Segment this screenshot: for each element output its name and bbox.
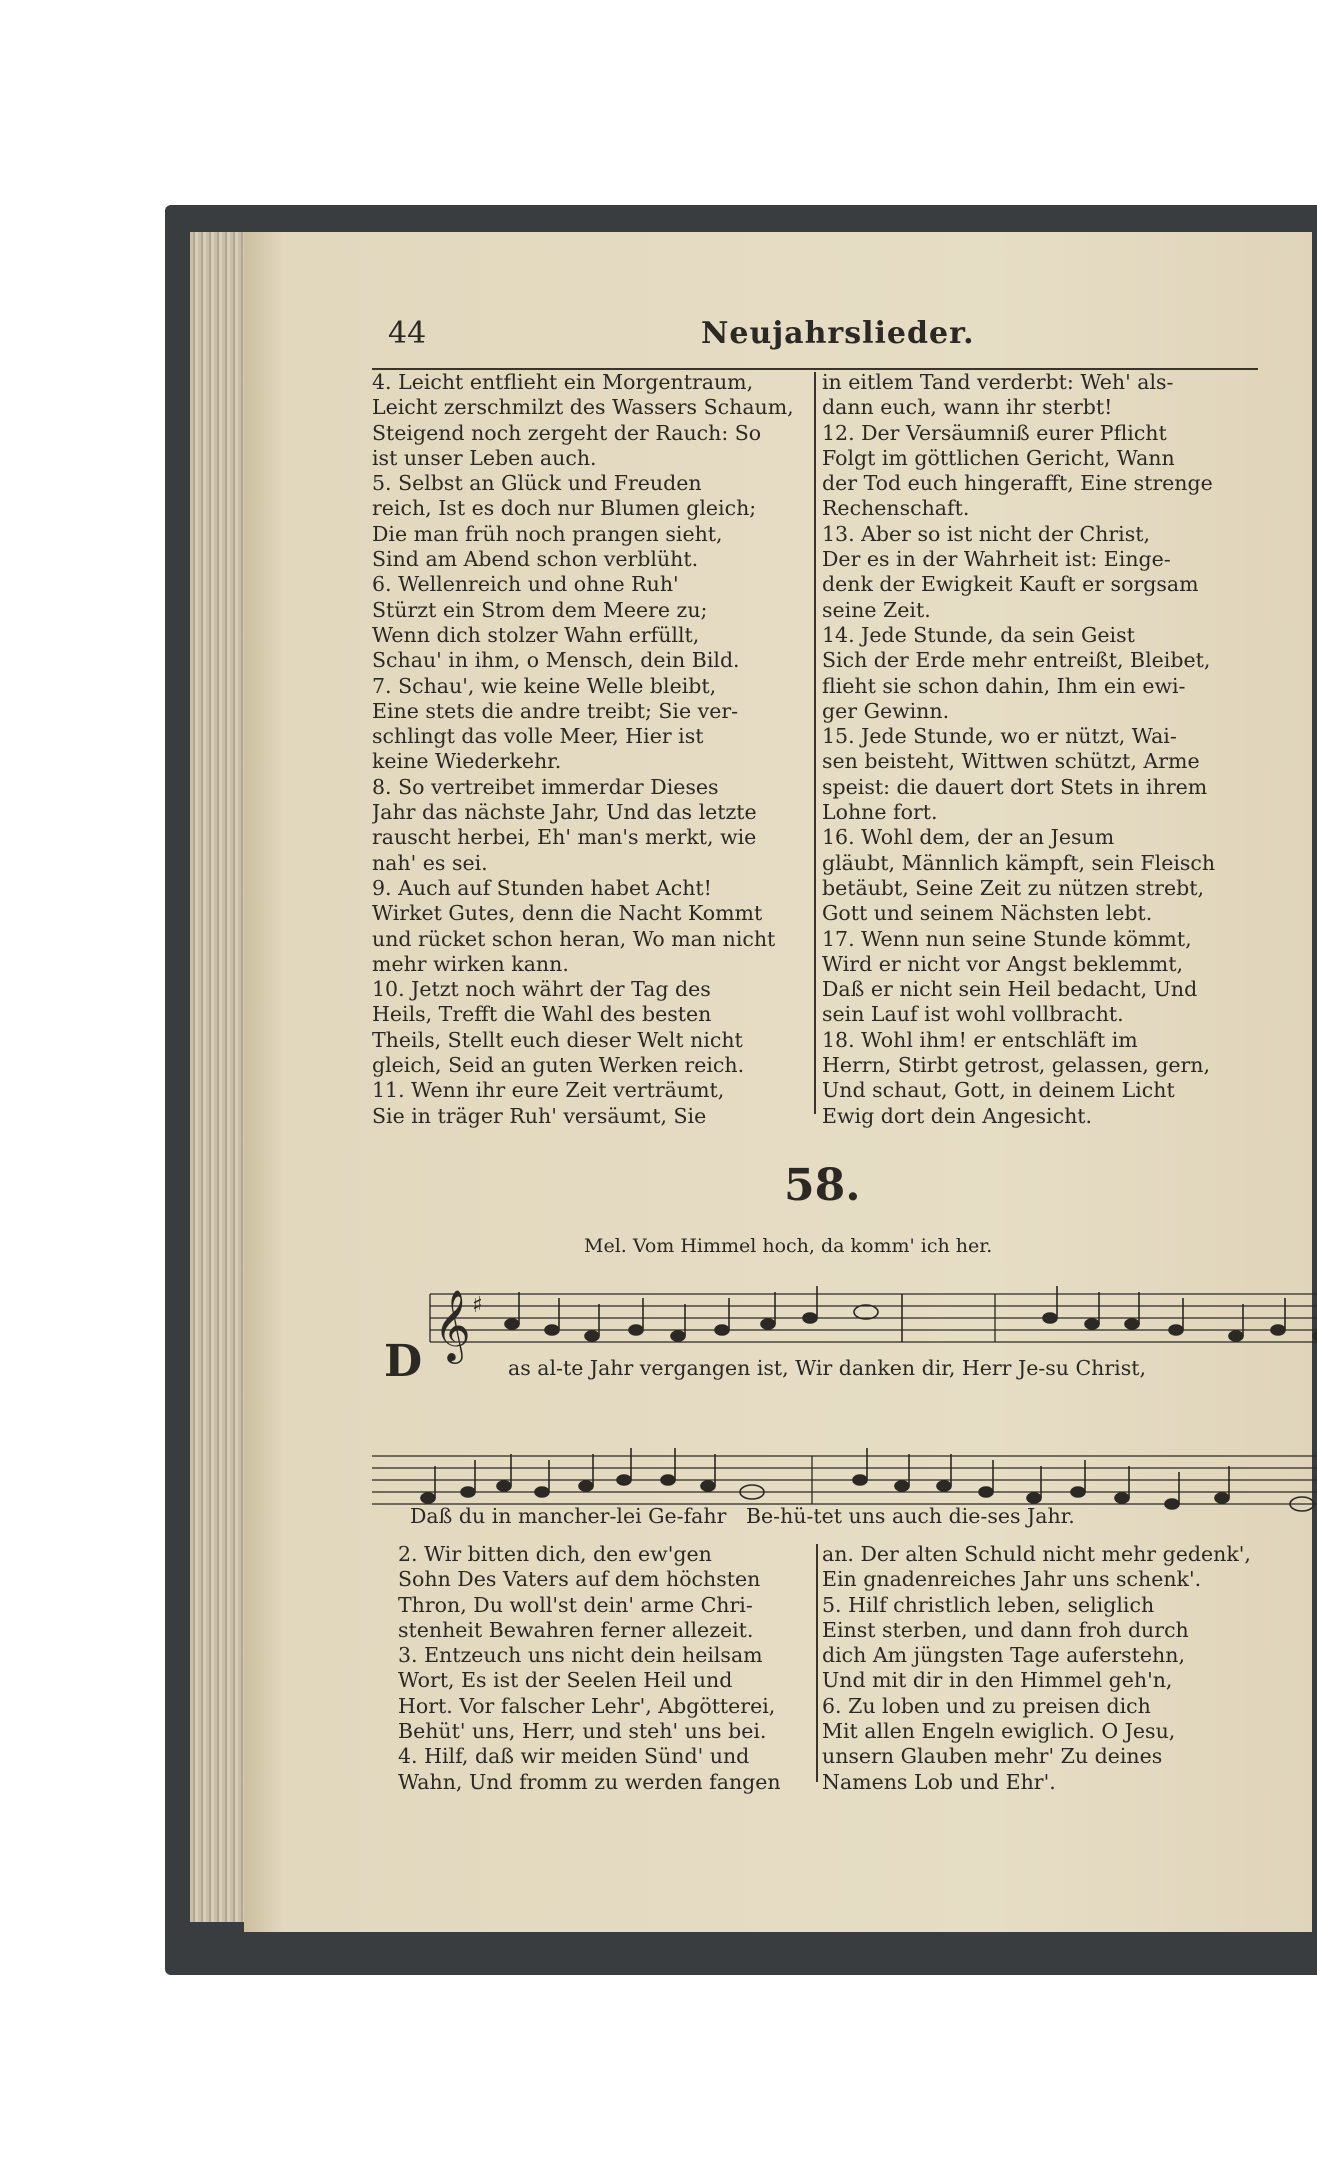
- text-line: 5. Hilf christlich leben, seliglich: [822, 1592, 1155, 1617]
- text-line: denk der Ewigkeit Kauft er sorgsam: [822, 572, 1199, 597]
- text-line: dich Am jüngsten Tage auferstehn,: [822, 1643, 1185, 1668]
- text-line: Wird er nicht vor Angst beklemmt,: [822, 951, 1183, 976]
- text-line: Einst sterben, und dann froh durch: [822, 1617, 1189, 1642]
- text-line: 14. Jede Stunde, da sein Geist: [822, 622, 1135, 647]
- text-line: und rücket schon heran, Wo man nicht: [372, 926, 776, 951]
- text-line: seine Zeit.: [822, 597, 931, 622]
- text-line: Eine stets die andre treibt; Sie ver-: [372, 698, 739, 723]
- text-line: 3. Entzeuch uns nicht dein heilsam: [398, 1643, 763, 1668]
- bottom-left-text-column: [398, 1542, 808, 1795]
- text-line: 12. Der Versäumniß eurer Pflicht: [822, 420, 1167, 445]
- text-line: 6. Zu loben und zu preisen dich: [822, 1693, 1151, 1718]
- lyric-line-2: Daß du in mancher-lei Ge-fahr Be-hü-tet uns auch die-ses Jahr.: [410, 1504, 1075, 1528]
- text-line: Sie in träger Ruh' versäumt, Sie: [372, 1103, 707, 1128]
- text-line: 9. Auch auf Stunden habet Acht!: [372, 875, 712, 900]
- text-line: an. Der alten Schuld nicht mehr gedenk',: [822, 1542, 1251, 1566]
- text-line: 5. Selbst an Glück und Freuden: [372, 471, 702, 496]
- text-line: 4. Leicht entflieht ein Morgentraum,: [372, 370, 754, 394]
- text-line: 8. So vertreibet immerdar Dieses: [372, 774, 719, 799]
- text-line: in eitlem Tand verderbt: Weh' als-: [822, 370, 1174, 394]
- book-page: [244, 232, 1312, 1932]
- text-line: 13. Aber so ist nicht der Christ,: [822, 521, 1150, 546]
- text-line: 16. Wohl dem, der an Jesum: [822, 825, 1115, 850]
- text-line: ist unser Leben auch.: [372, 445, 597, 470]
- text-line: Und schaut, Gott, in deinem Licht: [822, 1078, 1175, 1103]
- bottom-column-divider: [816, 1544, 818, 1782]
- text-line: sen beisteht, Wittwen schützt, Arme: [822, 749, 1200, 774]
- text-line: reich, Ist es doch nur Blumen gleich;: [372, 496, 757, 521]
- running-title: Neujahrslieder.: [701, 316, 975, 351]
- text-line: Der es in der Wahrheit ist: Einge-: [822, 547, 1171, 572]
- text-line: rauscht herbei, Eh' man's merkt, wie: [372, 825, 757, 850]
- text-line: Schau' in ihm, o Mensch, dein Bild.: [372, 648, 740, 673]
- text-line: betäubt, Seine Zeit zu nützen strebt,: [822, 875, 1204, 900]
- text-line: Sohn Des Vaters auf dem höchsten: [398, 1567, 761, 1592]
- text-line: Stürzt ein Strom dem Meere zu;: [372, 597, 708, 622]
- text-line: nah' es sei.: [372, 850, 488, 875]
- text-line: Heils, Trefft die Wahl des besten: [372, 1002, 712, 1027]
- text-line: Lohne fort.: [822, 800, 938, 825]
- text-line: schlingt das volle Meer, Hier ist: [372, 724, 704, 749]
- text-line: Daß er nicht sein Heil bedacht, Und: [822, 977, 1198, 1002]
- text-line: der Tod euch hingerafft, Eine strenge: [822, 471, 1213, 496]
- bottom-right-text-column: [822, 1542, 1258, 1795]
- text-line: Ein gnadenreiches Jahr uns schenk'.: [822, 1567, 1202, 1592]
- text-line: gleich, Seid an guten Werken reich.: [372, 1053, 745, 1078]
- text-line: unsern Glauben mehr' Zu deines: [822, 1744, 1163, 1769]
- text-line: stenheit Bewahren ferner allezeit.: [398, 1617, 754, 1642]
- text-line: Behüt' uns, Herr, und steh' uns bei.: [398, 1719, 767, 1744]
- text-line: Sich der Erde mehr entreißt, Bleibet,: [822, 648, 1211, 673]
- right-text-column: [822, 370, 1258, 1129]
- text-line: Ewig dort dein Angesicht.: [822, 1103, 1093, 1128]
- text-line: 2. Wir bitten dich, den ew'gen: [398, 1542, 712, 1566]
- text-line: Rechenschaft.: [822, 496, 970, 521]
- text-line: Sind am Abend schon verblüht.: [372, 547, 699, 572]
- page-edges: [190, 232, 252, 1922]
- sharp-icon: ♯: [472, 1293, 483, 1318]
- column-divider: [814, 372, 816, 1114]
- text-line: Namens Lob und Ehr'.: [822, 1769, 1056, 1794]
- text-line: ger Gewinn.: [822, 698, 950, 723]
- text-line: 7. Schau', wie keine Welle bleibt,: [372, 673, 717, 698]
- text-line: 18. Wohl ihm! er entschläft im: [822, 1027, 1138, 1052]
- text-line: 6. Wellenreich und ohne Ruh': [372, 572, 679, 597]
- text-line: Wahn, Und fromm zu werden fangen: [398, 1769, 781, 1794]
- text-line: Folgt im göttlichen Gericht, Wann: [822, 445, 1175, 470]
- text-line: Und mit dir in den Himmel geh'n,: [822, 1668, 1173, 1693]
- text-line: Mit allen Engeln ewiglich. O Jesu,: [822, 1719, 1176, 1744]
- text-line: Wirket Gutes, denn die Nacht Kommt: [372, 901, 763, 926]
- lyric-line-1: as al-te Jahr vergangen ist, Wir danken dir, Herr Je-su Christ,: [508, 1356, 1147, 1380]
- text-line: keine Wiederkehr.: [372, 749, 562, 774]
- text-line: 11. Wenn ihr eure Zeit verträumt,: [372, 1078, 725, 1103]
- hymn-number: 58.: [784, 1160, 861, 1211]
- page-number: 44: [388, 316, 427, 351]
- text-line: dann euch, wann ihr sterbt!: [822, 395, 1113, 420]
- text-line: Die man früh noch prangen sieht,: [372, 521, 723, 546]
- text-line: Steigend noch zergeht der Rauch: So: [372, 420, 762, 445]
- text-line: Thron, Du woll'st dein' arme Chri-: [398, 1592, 753, 1617]
- left-text-column: [372, 370, 806, 1129]
- melody-reference: Mel. Vom Himmel hoch, da komm' ich her.: [584, 1235, 993, 1257]
- drop-initial: D: [384, 1336, 423, 1387]
- text-line: Leicht zerschmilzt des Wassers Schaum,: [372, 395, 794, 420]
- text-line: flieht sie schon dahin, Ihm ein ewi-: [822, 673, 1186, 698]
- text-line: mehr wirken kann.: [372, 951, 569, 976]
- text-line: Hort. Vor falscher Lehr', Abgötterei,: [398, 1693, 776, 1718]
- treble-clef-icon: 𝄞: [434, 1288, 471, 1361]
- text-line: Gott und seinem Nächsten lebt.: [822, 901, 1153, 926]
- text-line: Wort, Es ist der Seelen Heil und: [398, 1668, 733, 1693]
- text-line: sein Lauf ist wohl vollbracht.: [822, 1002, 1124, 1027]
- text-line: 17. Wenn nun seine Stunde kömmt,: [822, 926, 1192, 951]
- text-line: Herrn, Stirbt getrost, gelassen, gern,: [822, 1053, 1210, 1078]
- text-line: Jahr das nächste Jahr, Und das letzte: [372, 800, 757, 825]
- text-line: 10. Jetzt noch währt der Tag des: [372, 977, 711, 1002]
- text-line: 15. Jede Stunde, wo er nützt, Wai-: [822, 724, 1177, 749]
- text-line: Wenn dich stolzer Wahn erfüllt,: [372, 622, 700, 647]
- text-line: speist: die dauert dort Stets in ihrem: [822, 774, 1208, 799]
- running-head: [388, 316, 1188, 364]
- text-line: 4. Hilf, daß wir meiden Sünd' und: [398, 1744, 750, 1769]
- text-line: gläubt, Männlich kämpft, sein Fleisch: [822, 850, 1216, 875]
- text-line: Theils, Stellt euch dieser Welt nicht: [372, 1027, 743, 1052]
